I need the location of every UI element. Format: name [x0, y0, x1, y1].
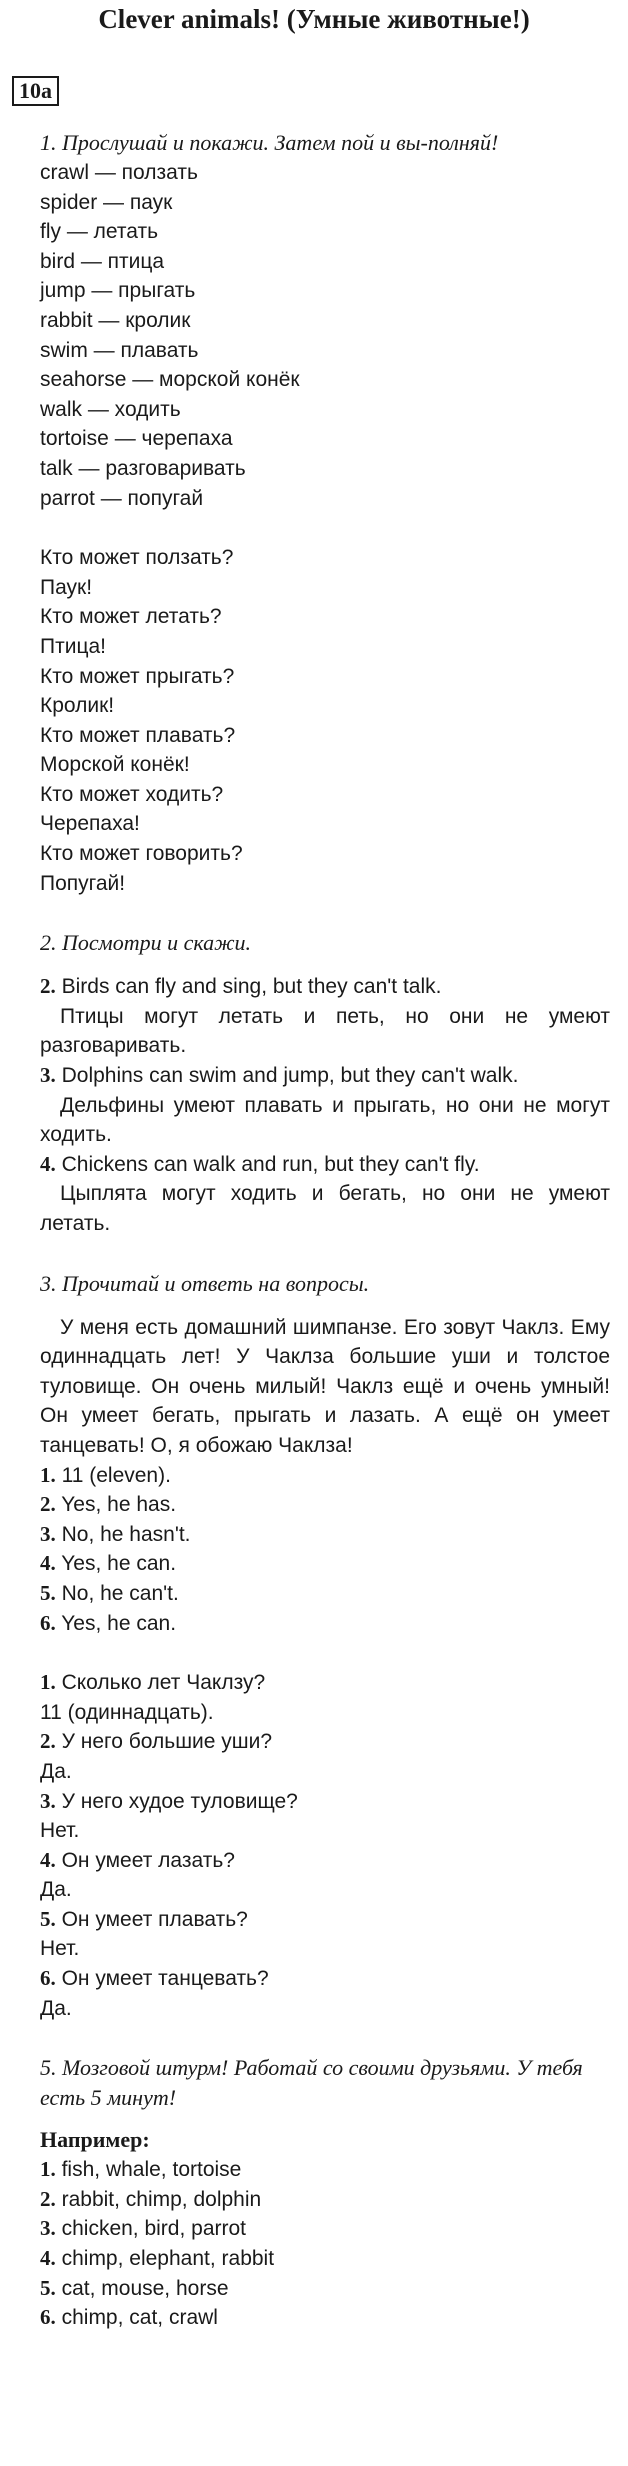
ex5-instruction: 5. Мозговой штурм! Работай со своими друзьями. У тебя есть 5 минут!: [40, 2055, 583, 2111]
item-text: Birds can fly and sing, but they can't talk.: [61, 975, 442, 999]
song-line: Черепаха!: [40, 812, 140, 836]
song-line: Попугай!: [40, 871, 126, 895]
example-item: [40, 2185, 610, 2215]
item-number: 1.: [40, 2157, 56, 2182]
item-text: Dolphins can swim and jump, but they can't walk.: [61, 1064, 519, 1088]
qa-question: [40, 1668, 610, 1698]
vocab-item: talk — разговаривать: [40, 456, 246, 480]
example-item: [40, 2274, 610, 2304]
vocab-item: walk — ходить: [40, 397, 181, 421]
item-number: 3.: [40, 1063, 56, 1088]
example-text: chimp, elephant, rabbit: [61, 2247, 275, 2271]
song-line: Кто может прыгать?: [40, 664, 235, 688]
qa-answer: Да.: [40, 1996, 72, 2020]
example-item: [40, 2244, 610, 2274]
qa-question: [40, 1787, 610, 1817]
song-line: Кто может говорить?: [40, 842, 243, 866]
qa-answer: Да.: [40, 1759, 72, 1783]
song-line: Морской конёк!: [40, 753, 190, 777]
ex2-item-en: [40, 1061, 610, 1091]
qa-answer: Нет.: [40, 1937, 80, 1961]
vocab-item: seahorse — морской конёк: [40, 368, 300, 392]
item-number: 3.: [40, 1788, 56, 1813]
answer-item: [40, 1520, 610, 1550]
song-line: Кто может ползать?: [40, 546, 234, 570]
page-content: [40, 128, 610, 2333]
example-item: [40, 2155, 610, 2185]
question-text: У него большие уши?: [61, 1730, 273, 1754]
qa-answer: Да.: [40, 1878, 72, 1902]
example-item: [40, 2214, 610, 2244]
ex1-song-list: [40, 543, 610, 898]
answer-text: 11 (eleven).: [61, 1463, 171, 1487]
item-number: 5.: [40, 1580, 56, 1605]
qa-question: [40, 1964, 610, 1994]
ex3-answers: [40, 1461, 610, 1639]
answer-text: No, he hasn't.: [61, 1522, 191, 1546]
song-line: Птица!: [40, 634, 106, 658]
song-line: Кролик!: [40, 694, 115, 718]
item-number: 2.: [40, 1492, 56, 1517]
answer-text: Yes, he can.: [61, 1611, 177, 1635]
item-number: 2.: [40, 974, 56, 999]
answer-text: Yes, he can.: [61, 1552, 177, 1576]
item-number: 1.: [40, 1462, 56, 1487]
question-text: Он умеет плавать?: [61, 1907, 248, 1931]
ex1-vocab-list: [40, 158, 610, 513]
item-number: 3.: [40, 1521, 56, 1546]
item-number: 4.: [40, 2246, 56, 2271]
answer-text: No, he can't.: [61, 1581, 179, 1605]
vocab-item: fly — летать: [40, 220, 159, 244]
question-text: Он умеет танцевать?: [61, 1967, 269, 1991]
item-text: Chickens can walk and run, but they can't fly.: [61, 1152, 480, 1176]
item-number: 6.: [40, 1610, 56, 1635]
vocab-item: jump — прыгать: [40, 279, 196, 303]
question-text: У него худое туловище?: [61, 1789, 298, 1813]
answer-item: [40, 1490, 610, 1520]
item-number: 4.: [40, 1847, 56, 1872]
vocab-item: bird — птица: [40, 249, 165, 273]
vocab-item: parrot — попугай: [40, 486, 204, 510]
ex2-item-ru: Птицы могут летать и петь, но они не умеют разговаривать.: [40, 1004, 610, 1058]
item-number: 2.: [40, 1729, 56, 1754]
vocab-item: swim — плавать: [40, 338, 199, 362]
vocab-item: spider — паук: [40, 190, 173, 214]
item-number: 3.: [40, 2216, 56, 2241]
qa-question: [40, 1905, 610, 1935]
ex2-item-en: [40, 1150, 610, 1180]
item-number: 4.: [40, 1551, 56, 1576]
item-number: 4.: [40, 1151, 56, 1176]
qa-question: [40, 1846, 610, 1876]
ex3-qa-list: [40, 1668, 610, 2023]
page-title: Clever animals! (Умные животные!): [98, 4, 530, 34]
question-text: Сколько лет Чаклзу?: [61, 1671, 266, 1695]
answer-item: [40, 1609, 610, 1639]
ex2-item-en: [40, 972, 610, 1002]
vocab-item: crawl — ползать: [40, 161, 198, 184]
vocab-item: rabbit — кролик: [40, 308, 191, 332]
ex5-items: [40, 2155, 610, 2333]
item-number: 5.: [40, 1906, 56, 1931]
answer-item: [40, 1549, 610, 1579]
example-text: chimp, cat, crawl: [61, 2306, 218, 2330]
vocab-item: tortoise — черепаха: [40, 427, 233, 451]
item-number: 2.: [40, 2186, 56, 2211]
unit-badge: 10a: [12, 76, 59, 106]
item-number: 5.: [40, 2275, 56, 2300]
ex2-item-ru: Дельфины умеют плавать и прыгать, но они не могут ходить.: [40, 1093, 610, 1147]
example-text: rabbit, chimp, dolphin: [61, 2187, 262, 2211]
ex2-instruction: 2. Посмотри и скажи.: [40, 930, 252, 956]
example-text: cat, mouse, horse: [61, 2276, 229, 2300]
answer-text: Yes, he has.: [61, 1493, 177, 1517]
qa-question: [40, 1727, 610, 1757]
example-label: Например:: [40, 2127, 150, 2153]
ex3-instruction: 3. Прочитай и ответь на вопросы.: [40, 1270, 370, 1296]
qa-answer: 11 (одиннадцать).: [40, 1700, 214, 1724]
ex2-item-ru: Цыплята могут ходить и бегать, но они не умеют летать.: [40, 1182, 610, 1235]
ex1-instruction: 1. Прослушай и покажи. Затем пой и вы-полняй!: [40, 130, 499, 155]
song-line: Кто может плавать?: [40, 723, 236, 747]
song-line: Кто может ходить?: [40, 782, 224, 806]
example-text: fish, whale, tortoise: [61, 2158, 242, 2182]
qa-answer: Нет.: [40, 1819, 80, 1843]
item-number: 6.: [40, 2305, 56, 2330]
ex3-text: У меня есть домашний шимпанзе. Его зовут Чаклз. Ему одиннадцать лет! У Чаклза большие уши и толстое туловище. Он очень милый! Чаклз ещё и очень умный! Он умеет бегать, прыгать и лазать. А ещё он умеет танцевать! О, я обожаю Чаклза!: [40, 1315, 610, 1457]
example-text: chicken, bird, parrot: [61, 2217, 247, 2241]
answer-item: [40, 1579, 610, 1609]
song-line: Паук!: [40, 575, 93, 599]
song-line: Кто может летать?: [40, 605, 222, 629]
question-text: Он умеет лазать?: [61, 1848, 235, 1872]
ex2-items: [40, 972, 610, 1238]
example-item: [40, 2303, 610, 2333]
answer-item: [40, 1461, 610, 1491]
item-number: 1.: [40, 1670, 56, 1695]
item-number: 6.: [40, 1966, 56, 1991]
